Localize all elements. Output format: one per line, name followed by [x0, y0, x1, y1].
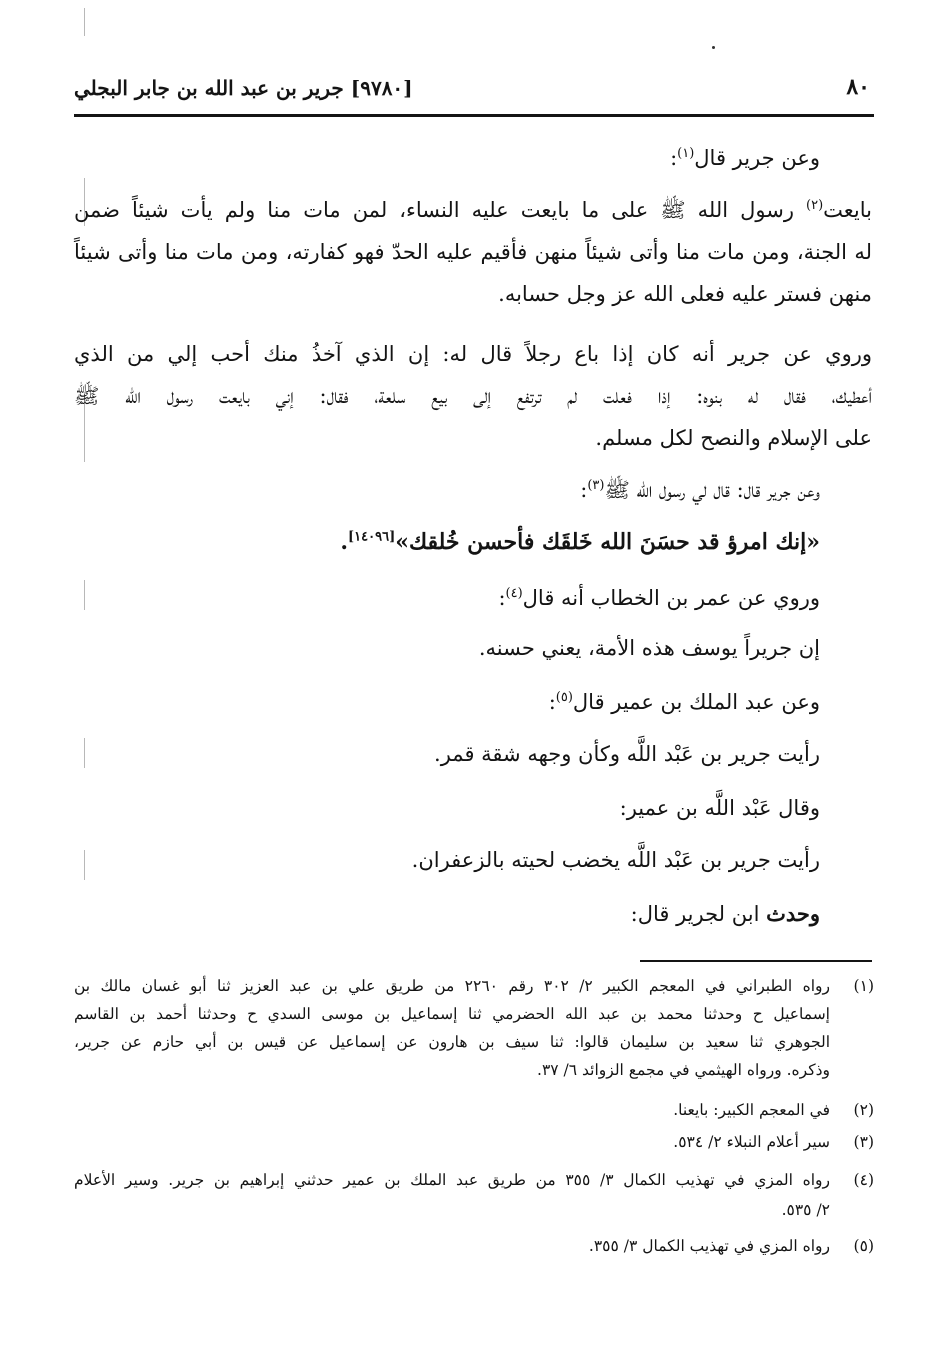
body-line-12: وعن عبد الملك بن عمير قال$^{(٥)}$:: [548, 690, 820, 714]
footnote-line: الجوهري ثنا سعيد بن سليمان قالوا: ثنا سيف بن هارون عن إسماعيل عن قيس بن أبي حازم عن جرير،: [74, 1033, 830, 1051]
footnote-number: (٤): [853, 1171, 874, 1189]
body-line-11: إن جريراً يوسف هذه الأمة، يعني حسنه.: [478, 636, 820, 660]
body-line-6: أعطيك، فقال له بنوه: إذا فعلت لم ترتفع إلى بيع سلعة، فقال: إني بايعت رسول الله ﷺ: [74, 384, 872, 408]
footnote-line: رواه الطبراني في المعجم الكبير ٢/ ٣٠٢ رقم ٢٢٦٠ من طريق علي بن عبد العزيز ثنا أبو غسان مالك بن: [74, 977, 830, 995]
body-line-10: وروي عن عمر بن الخطاب أنه قال$^{(٤)}$:: [498, 586, 820, 610]
footnote-rule: [640, 960, 872, 962]
footnote-line: ٢/ ٥٣٥.: [781, 1201, 830, 1219]
scan-speck: [712, 46, 715, 49]
footnote-ref: (٤): [505, 586, 523, 601]
body-line-7: على الإسلام والنصح لكل مسلم.: [595, 426, 872, 450]
footnote-ref: (٣): [587, 478, 605, 493]
footnote-ref: (٢): [806, 198, 824, 213]
body-line-1: وعن جرير قال$^{(١)}$:: [670, 146, 820, 170]
footnote-line: إسماعيل ح وحدثنا محمد بن عبد الله الحضرمي ثنا إسماعيل بن موسى السدي ح وحدثنا أحمد بن القاسم: [74, 1005, 830, 1023]
body-line-5: وروي عن جرير أنه كان إذا باع رجلاً قال له: إن الذي آخذُ منك أحب إلي من الذي: [74, 342, 872, 366]
body-line-15: رأيت جرير بن عَبْد اللَّه يخضب لحيته بالزعفران.: [411, 848, 820, 872]
body-line-2: بايعت$^{(٢)}$ رسول الله ﷺ على ما بايعت عليه النساء، لمن مات منا ولم يأت شيئاً ضمن: [74, 198, 872, 222]
page-number: ٨٠: [846, 74, 870, 100]
footnote-ref: (٥): [555, 690, 573, 705]
body-line-3: له الجنة، ومن مات منا وأتى شيئاً منهن فأقيم عليه الحدّ فهو كفارته، ومن مات منا وأتى شيئاً: [74, 240, 872, 264]
footnote-line: في المعجم الكبير: بايعنا.: [673, 1101, 830, 1119]
body-line-8: وعن جرير قال: قال لي رسول الله ﷺ$^{(٣)}$:: [580, 478, 820, 502]
header-rule: [74, 114, 874, 117]
footnote-number: (٣): [853, 1133, 874, 1151]
body-line-14: وقال عَبْد اللَّه بن عمير:: [619, 796, 820, 820]
footnote-ref: (١): [677, 146, 695, 161]
footnote-line: وذكره. ورواه الهيثمي في مجمع الزوائد ٦/ ٣٧.: [537, 1061, 830, 1079]
footnote-line: رواه المزي في تهذيب الكمال ٣/ ٣٥٥.: [588, 1237, 830, 1255]
body-line-4: منهن فستر عليه فعلى الله عز وجل حسابه.: [498, 282, 872, 306]
footnote-number: (٢): [853, 1101, 874, 1119]
body-line-13: رأيت جرير بن عَبْد اللَّه وكأن وجهه شقة قمر.: [434, 742, 820, 766]
margin-mark: [84, 8, 85, 36]
hadith-number: [١٤٠٩٦]: [347, 529, 396, 545]
footnote-number: (١): [853, 977, 874, 995]
footnote-line: رواه المزي في تهذيب الكمال ٣/ ٣٥٥ من طريق عبد الملك بن عمير حدثني إبراهيم بن جرير. وسير الأعلام: [74, 1171, 831, 1189]
footnote-number: (٥): [853, 1237, 874, 1255]
running-head: [٩٧٨٠] جرير بن عبد الله بن جابر البجلي: [74, 76, 413, 100]
footnote-line: سير أعلام النبلاء ٢/ ٥٣٤.: [673, 1133, 830, 1151]
hadith-quote: «إنك امرؤ قد حسَنَ الله خَلقَك فأحسن خُلقك»[١٤٠٩٦].: [340, 529, 820, 555]
body-line-16: وحدث ابن لجرير قال:: [630, 901, 820, 926]
